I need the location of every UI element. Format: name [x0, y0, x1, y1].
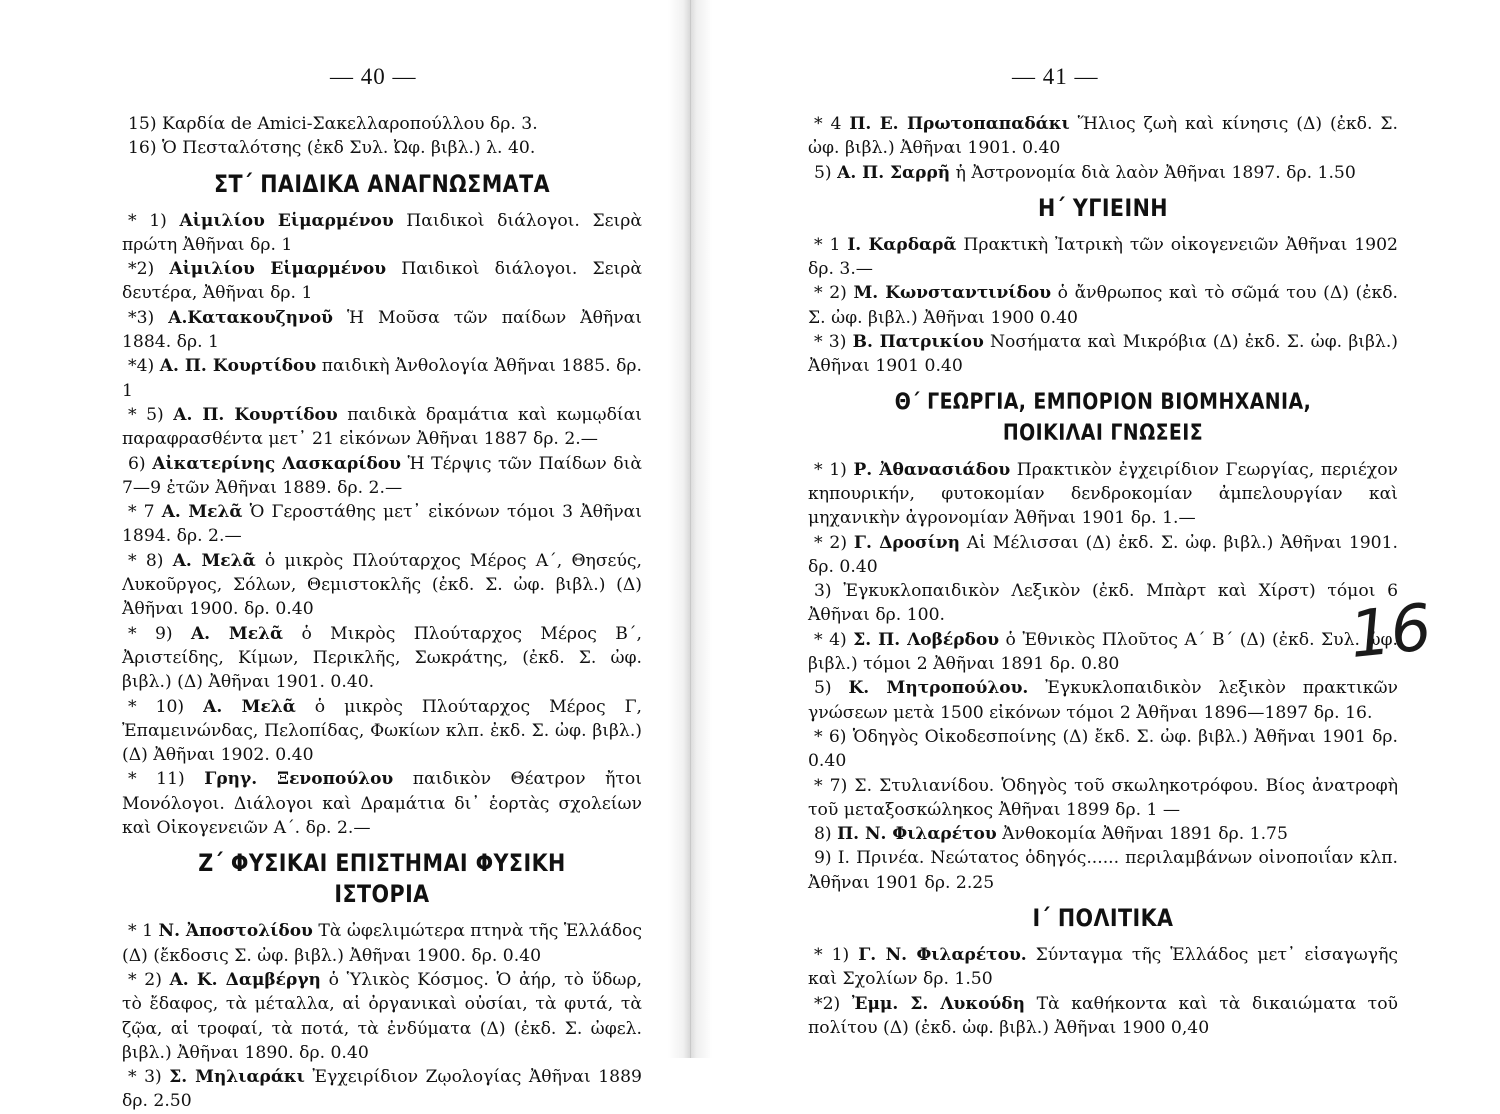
entry-text: Ὁ Γεροστάθης μετ᾿ εἰκόνων τόμοι 3 Ἀθῆναι 1894. δρ. 2.— — [122, 502, 643, 547]
entry-number: * 4 — [814, 114, 842, 134]
entry-text: παιδικὸν Θέατρον ἤτοι Μονόλογοι. Διάλογοι καὶ Δραμάτια δι᾿ ἑορτὰς σχολείων καὶ Οἰκογενειῶν Α΄. δρ. 2.— — [122, 769, 642, 839]
entry-author: Ἐμμ. Σ. Λυκούδη — [851, 993, 1025, 1014]
bibliography-entry — [808, 725, 1398, 774]
bibliography-entry — [122, 403, 642, 452]
entry-text: ἡ Ἀστρονομία διὰ λαὸν Ἀθῆναι 1897. δρ. 1.50 — [955, 162, 1356, 183]
entry-number: *2) — [128, 259, 155, 280]
entry-text: παιδικὰ δραμάτια καὶ κωμῳδίαι παραφρασθέντα μετ᾿ 21 εἰκόνων Ἀθῆναι 1887 δρ. 2.— — [122, 404, 643, 450]
entry-author: Μ. Κωνσταντινίδου — [853, 283, 1052, 304]
bibliography-entry — [808, 774, 1398, 823]
bibliography-entry — [808, 822, 1398, 846]
entry-number: *2) — [814, 993, 841, 1014]
entry-author: Γρηγ. Ξενοπούλου — [204, 769, 394, 790]
entry-text: Ι. Πρινέα. Νεώτατος ὁδηγός...... περιλαμβάνων οἰνοποιΐαν κλπ. Ἀθῆναι 1901 δρ. 2.25 — [808, 848, 1398, 893]
entry-author: Α. Π. Σαρρῆ — [837, 162, 951, 183]
section-st-list — [122, 209, 642, 841]
entry-number: 5) — [814, 162, 832, 183]
entry-text: Παιδικοὶ διάλογοι. Σειρὰ πρώτη Ἀθῆναι δρ. 1 — [122, 210, 643, 255]
entry-author: Α.Κατακουζηνοῦ — [168, 307, 333, 328]
entry-text: Παιδικοὶ διάλογοι. Σειρὰ δευτέρα, Ἀθῆναι δρ. 1 — [122, 259, 642, 304]
section-heading-z: Ζ΄ ΦΥΣΙΚΑΙ ΕΠΙΣΤΗΜΑΙ ΦΥΣΙΚΗ ΙΣΤΟΡΙΑ — [198, 849, 566, 909]
section-heading-i: Ι΄ ΠΟΛΙΤΙΚΑ — [1032, 904, 1174, 933]
entry-number: * 2) — [814, 283, 847, 304]
bibliography-entry — [122, 452, 642, 501]
page-number-left: — 40 — — [330, 64, 417, 89]
entry-number: 3) — [814, 581, 832, 602]
entry-author: Α. Κ. Δαμβέργη — [169, 969, 321, 990]
bibliography-entry — [808, 458, 1398, 531]
bibliography-entry — [122, 257, 642, 306]
entry-text: ὁ μικρὸς Πλούταρχος Μέρος Γ, Ἐπαμεινώνδας, Πελοπίδας, Φωκίων κλπ. ἐκδ. Σ. ὠφ. βιβλ.) (Δ) Ἀθῆναι 1902. 0.40 — [122, 696, 643, 766]
bibliography-entry — [122, 919, 642, 968]
entry-text: παιδικὴ Ἀνθολογία Ἀθῆναι 1885. δρ. 1 — [122, 356, 642, 401]
entry-number: * 4) — [814, 629, 847, 650]
entry-text: Τὰ ὠφελιμώτερα πτηνὰ τῆς Ἑλλάδος (Δ) (ἔκδοσις Σ. ὠφ. βιβλ.) Ἀθῆναι 1900. δρ. 0.40 — [122, 921, 643, 966]
entry-number: 5) — [814, 678, 832, 699]
entry-author: Α. Π. Κουρτίδου — [173, 404, 338, 425]
bibliography-entry — [808, 281, 1398, 330]
bibliography-entry — [808, 531, 1398, 580]
entry-number: * 6) — [814, 726, 847, 747]
entry-text: ὁ Μικρὸς Πλούταρχος Μέρος Β΄, Ἀριστείδης, Κίμων, Περικλῆς, Σωκράτης, (ἐκδ. Σ. ὠφ. βιβλ.) (Δ) Ἀθῆναι 1901. 0.40. — [122, 623, 642, 693]
entry-number: * 3) — [814, 332, 847, 353]
bibliography-entry — [122, 695, 642, 768]
entry-text: ὁ μικρὸς Πλούταρχος Μέρος Α΄, Θησεύς, Λυκοῦργος, Σόλων, Θεμιστοκλῆς (ἐκδ. Σ. ὠφ. βιβλ.) (Δ) Ἀθῆναι 1900. δρ. 0.40 — [122, 550, 643, 620]
left-column — [122, 112, 642, 1114]
bibliography-entry — [122, 306, 642, 355]
entry-text: Ἀνθοκομία Ἀθῆναι 1891 δρ. 1.75 — [1002, 824, 1288, 845]
entry-text: Σ. Στυλιανίδου. Ὁδηγὸς τοῦ σκωληκοτρόφου. Βίος ἀνατροφὴ τοῦ μεταξοσκώληκος Ἀθῆναι 1899 δρ. 1 — — [808, 775, 1398, 820]
entry-text: Ἡ Μοῦσα τῶν παίδων Ἀθῆναι 1884. δρ. 1 — [122, 307, 643, 353]
right-intro-list — [808, 112, 1398, 185]
bibliography-entry — [122, 968, 642, 1065]
entry-author: Α. Μελᾶ — [161, 502, 243, 523]
entry-number: *4) — [128, 356, 155, 377]
page-number-right: — 41 — — [1012, 64, 1099, 89]
entry-number: * 3) — [128, 1067, 162, 1088]
entry-text: Ἥλιος ζωὴ καὶ κίνησις (Δ) (ἐκδ. Σ. ὠφ. βιβλ.) Ἀθῆναι 1901. 0.40 — [808, 114, 1398, 159]
bibliography-entry — [808, 233, 1398, 282]
bibliography-entry — [122, 354, 642, 403]
entry-text: ὁ Ὑλικὸς Κόσμος. Ὁ ἀήρ, τὸ ὕδωρ, τὸ ἔδαφος, τὰ μέταλλα, αἱ ὀργανικαὶ οὐσίαι, τὰ φυτά, τὰ ζῷα, αἱ τροφαί, τὰ ποτά, τὰ ἐνδύματα (Δ) (ἐκδ. Σ. ὠφελ. βιβλ.) Ἀθῆναι 1890. δρ. 0.40 — [122, 969, 643, 1063]
entry-text: Ἡ Τέρψις τῶν Παίδων διὰ 7—9 ἐτῶν Ἀθῆναι 1889. δρ. 2.— — [122, 453, 642, 498]
entry-number: * 8) — [128, 550, 164, 571]
entry-number: * 5) — [128, 404, 164, 425]
entry-number: * 1 — [814, 234, 841, 255]
entry-author: Γ. Δροσίνη — [853, 532, 960, 553]
entry-text: Πρακτικὴ Ἰατρικὴ τῶν οἰκογενειῶν Ἀθῆναι 1902 δρ. 3.— — [808, 234, 1398, 280]
entry-author: Ρ. Ἀθανασιάδου — [853, 459, 1011, 480]
bibliography-entry — [808, 579, 1398, 628]
entry-number: * 7 — [128, 502, 155, 523]
entry-number: 8) — [814, 824, 832, 845]
entry-number: * 11) — [128, 769, 185, 790]
entry-author: Αἰμιλίου Εἱμαρμένου — [169, 259, 387, 280]
entry-number: * 2) — [128, 969, 162, 990]
entry-number: 9) — [814, 848, 832, 869]
section-heading-st: ΣΤ΄ ΠΑΙΔΙΚΑ ΑΝΑΓΝΩΣΜΑΤΑ — [214, 169, 550, 198]
entry-number: * 1) — [128, 210, 167, 231]
entry-author: Α. Μελᾶ — [172, 550, 256, 571]
entry-number: * 1) — [814, 945, 850, 966]
bibliography-entry — [122, 1065, 642, 1114]
entry-author: Α. Π. Κουρτίδου — [159, 356, 317, 377]
entry-text: ὁ ἄνθρωπος καὶ τὸ σῶμά του (Δ) (ἐκδ. Σ. ὠφ. βιβλ.) Ἀθῆναι 1900 0.40 — [808, 283, 1399, 328]
entry-author: Κ. Μητροπούλου. — [848, 678, 1029, 699]
handwritten-page-mark: 16 — [1346, 590, 1436, 674]
entry-author: Σ. Μηλιαράκι — [169, 1067, 305, 1088]
entry-author: Αἰμιλίου Εἱμαρμένου — [179, 210, 394, 231]
entry-number: * 2) — [814, 532, 848, 553]
entry-text: Ἐγκυκλοπαιδικὸν Λεξικὸν (ἐκδ. Μπὰρτ καὶ Χίρστ) τόμοι 6 Ἀθῆναι δρ. 100. — [808, 581, 1399, 626]
bibliography-entry — [808, 676, 1398, 725]
entry-author: Α. Μελᾶ — [203, 696, 296, 717]
entry-author: Β. Πατρικίου — [852, 332, 984, 353]
section-heading-h: Η΄ ΥΓΙΕΙΝΗ — [1038, 193, 1168, 222]
bibliography-entry — [122, 500, 642, 549]
entry-author: Π. Ε. Πρωτοπαπαδάκι — [849, 114, 1070, 134]
entry-number: 6) — [128, 453, 146, 474]
entry-text: Σύνταγμα τῆς Ἑλλάδος μετ᾿ εἰσαγωγῆς καὶ Σχολίων δρ. 1.50 — [808, 945, 1399, 990]
bibliography-entry — [808, 943, 1398, 992]
entry-author: Αἰκατερίνης Λασκαρίδου — [152, 453, 401, 474]
entry-text: Ὁδηγὸς Οἰκοδεσποίνης (Δ) ἔκδ. Σ. ὠφ. βιβλ.) Ἀθῆναι 1901 δρ. 0.40 — [808, 726, 1398, 772]
section-h-list — [808, 233, 1398, 379]
bibliography-entry — [808, 846, 1398, 895]
section-heading-th: Θ΄ ΓΕΩΡΓΙΑ, ΕΜΠΟΡΙΟΝ ΒΙΟΜΗΧΑΝΙΑ, ΠΟΙΚΙΛΑΙ ΓΝΩΣΕΙΣ — [894, 389, 1312, 446]
bibliography-entry — [122, 767, 642, 840]
entry-number: * 10) — [128, 696, 185, 717]
intro-line: 15) Καρδία de Amici-Σακελλαροπούλλου δρ. 3. — [128, 114, 538, 134]
entry-author: Σ. Π. Λοβέρδου — [853, 629, 1000, 650]
right-page — [690, 0, 1500, 1058]
entry-text: Πρακτικὸν ἐγχειρίδιον Γεωργίας, περιέχον κηπουρικήν, φυτοκομίαν δενδροκομίαν ἀμπελουργίαν καὶ μηχανικὴν ἀγρονομίαν Ἀθῆναι 1901 δρ. 1.— — [808, 459, 1398, 529]
bibliography-entry — [808, 330, 1398, 379]
section-z-list — [122, 919, 642, 1113]
bibliography-entry — [122, 622, 642, 695]
entry-author: Ι. Καρδαρᾶ — [847, 234, 957, 255]
bibliography-entry — [808, 628, 1398, 677]
left-page — [0, 0, 690, 1112]
right-column — [808, 112, 1398, 1040]
entry-author: Ν. Ἀποστολίδου — [158, 921, 313, 942]
entry-author: Π. Ν. Φιλαρέτου — [837, 824, 997, 845]
entry-number: * 9) — [128, 623, 173, 644]
entry-number: * 7) — [814, 775, 848, 796]
section-th-list — [808, 458, 1398, 895]
entry-number: *3) — [128, 307, 155, 328]
section-i-list — [808, 943, 1398, 1040]
bibliography-entry — [808, 112, 1398, 161]
entry-number: * 1 — [128, 921, 154, 942]
intro-line: 16) Ὁ Πεσταλότσης (ἐκδ Συλ. Ὠφ. βιβλ.) λ. 40. — [128, 138, 536, 159]
entry-text: Αἱ Μέλισσαι (Δ) ἐκδ. Σ. ὠφ. βιβλ.) Ἀθῆναι 1901. δρ. 0.40 — [808, 532, 1399, 577]
entry-text: Νοσήματα καὶ Μικρόβια (Δ) ἐκδ. Σ. ὠφ. βιβλ.) Ἀθῆναι 1901 0.40 — [808, 332, 1398, 377]
bibliography-entry — [122, 209, 642, 258]
entry-text: Ἐγκυκλοπαιδικὸν λεξικὸν πρακτικῶν γνώσεων μετὰ 1500 εἰκόνων τόμοι 2 Ἀθῆναι 1896—1897 δρ. 16. — [808, 678, 1399, 723]
bibliography-entry — [808, 992, 1398, 1041]
entry-text: Τὰ καθήκοντα καὶ τὰ δικαιώματα τοῦ πολίτου (Δ) (ἐκδ. ὠφ. βιβλ.) Ἀθῆναι 1900 0,40 — [808, 993, 1398, 1038]
entry-text: ὁ Ἐθνικὸς Πλοῦτος Α΄ Β΄ (Δ) (ἐκδ. Συλ. ὠφ. βιβλ.) τόμοι 2 Ἀθῆναι 1891 δρ. 0.80 — [808, 629, 1399, 675]
bibliography-entry — [122, 549, 642, 622]
entry-author: Α. Μελᾶ — [190, 623, 284, 644]
bibliography-entry — [808, 161, 1398, 185]
entry-text: Ἐγχειρίδιον Ζῳολογίας Ἀθῆναι 1889 δρ. 2.50 — [122, 1067, 642, 1112]
entry-number: * 1) — [814, 459, 847, 480]
entry-author: Γ. Ν. Φιλαρέτου. — [858, 945, 1027, 966]
